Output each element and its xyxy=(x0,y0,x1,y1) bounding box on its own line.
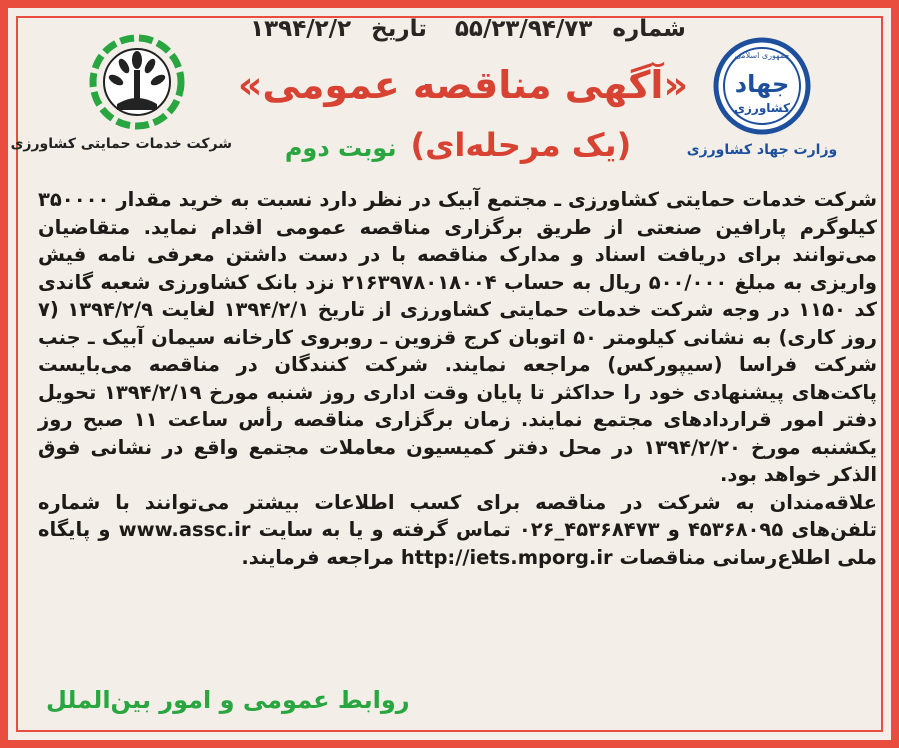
notice-header xyxy=(208,16,728,50)
footer-signature: روابط عمومی و امور بین‌الملل xyxy=(46,686,410,714)
body-paragraph-2: علاقه‌مندان به شرکت در مناقصه برای کسب اطلاعات بیشتر می‌توانند با شماره تلفن‌های ۴۵۳۶۸۰۹۵ و ۴۵۳۶۸۴۷۳_۰۲۶ تماس گرفته و یا به سایت www.assc.ir و پایگاه ملی اطلاع‌رسانی مناقصات http://iets.mporg.ir مراجعه فرمایند. xyxy=(38,490,877,569)
jahad-emblem-icon xyxy=(712,36,812,136)
date-label: تاریخ xyxy=(371,16,427,42)
emblem-sub-text: کشاورزی xyxy=(734,101,790,115)
wheat-emblem-icon xyxy=(82,32,192,132)
body-paragraph-1: شرکت خدمات حمایتی کشاورزی ـ مجتمع آبیک در نظر دارد نسبت به خرید مقدار ۳۵۰۰۰۰ کیلوگرم پارافین صنعتی از طریق برگزاری مناقصه عمومی اقدام نماید. متقاضیان می‌توانند برای دریافت اسناد و مدارک مناقصه با در دست داشتن معرفی نامه فیش واریزی به مبلغ ۵۰۰/۰۰۰ ریال به حساب ۲۱۶۳۹۷۸۰۱۸۰۰۴ نزد بانک کشاورزی شعبه گاندی کد ۱۱۵۰ در وجه شرکت خدمات حمایتی کشاورزی از تاریخ ۱۳۹۴/۲/۱ لغایت ۱۳۹۴/۲/۹ (۷ روز کاری) به نشانی کیلومتر ۵۰ اتوبان کرج قزوین ـ روبروی کارخانه سیمان آبیک ـ جنب شرکت فراسا (سیپورکس) مراجعه نمایند. شرکت کنندگان در مناقصه می‌بایست پاکت‌های پیشنهادی خود را حداکثر تا پایان وقت اداری روز شنبه مورخ ۱۳۹۴/۲/۱۹ تحویل دفتر امور قراردادهای مجتمع نمایند. زمان برگزاری مناقصه رأس ساعت ۱۱ صبح روز یکشنبه مورخ ۱۳۹۴/۲/۲۰ در محل دفتر کمیسیون معاملات مجتمع واقع در نشانی فوق الذکر خواهد بود. xyxy=(38,188,878,486)
subtitle-row xyxy=(238,126,678,172)
emblem-top-text: جمهوری اسلامی xyxy=(734,51,790,60)
assc-caption: شرکت خدمات حمایتی کشاورزی xyxy=(10,136,232,152)
emblem-main-text: جهاد xyxy=(734,70,790,98)
number-label: شماره xyxy=(612,16,686,42)
number-value: ۵۵/۲۳/۹۴/۷۳ xyxy=(454,16,593,42)
date-value: ۱۳۹۴/۲/۲ xyxy=(250,16,352,42)
notice-title: «آگهی مناقصه عمومی» xyxy=(237,63,688,107)
round-label: نوبت دوم xyxy=(284,134,397,162)
assc-logo xyxy=(10,32,232,172)
ministry-logo xyxy=(667,36,857,176)
notice-subtitle: (یک مرحله‌ای) xyxy=(410,126,632,164)
ministry-caption: وزارت جهاد کشاورزی xyxy=(686,142,838,158)
notice-body xyxy=(38,186,877,571)
